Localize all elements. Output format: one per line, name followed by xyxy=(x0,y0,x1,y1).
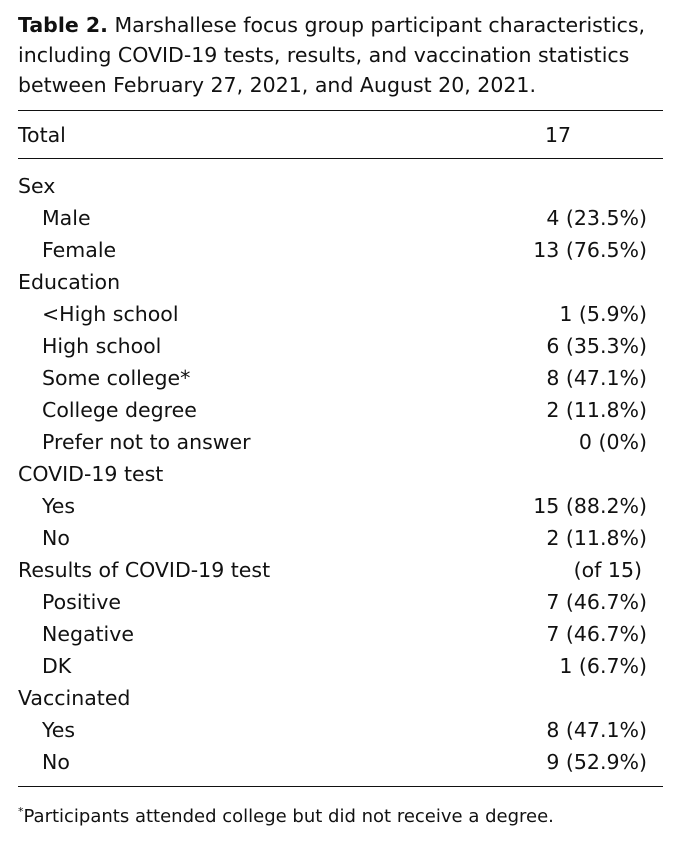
total-row xyxy=(18,119,663,151)
row-label: High school xyxy=(42,334,162,358)
row-label: Male xyxy=(42,206,91,230)
top-rule xyxy=(18,110,663,111)
footnote-text: Participants attended college but did not receive a degree. xyxy=(23,806,554,827)
table-row xyxy=(18,266,663,298)
row-label: Some college* xyxy=(42,366,191,390)
row-label: Prefer not to answer xyxy=(42,430,251,454)
row-value: (of 15) xyxy=(573,558,642,582)
row-label: <High school xyxy=(42,302,179,326)
table-row xyxy=(18,682,663,714)
row-label: College degree xyxy=(42,398,197,422)
table-footnote xyxy=(18,797,668,832)
row-label: No xyxy=(42,526,70,550)
table-label: Table 2. xyxy=(18,13,108,37)
table-row xyxy=(18,746,663,778)
table-row xyxy=(18,522,663,554)
row-label: Education xyxy=(18,270,121,294)
total-label: Total xyxy=(18,123,66,147)
row-value: 9 (52.9%) xyxy=(546,750,647,774)
row-label: Results of COVID-19 test xyxy=(18,558,271,582)
row-label: Positive xyxy=(42,590,122,614)
table-row xyxy=(18,586,663,618)
row-label: COVID-19 test xyxy=(18,462,164,486)
row-label: Vaccinated xyxy=(18,686,131,710)
row-value: 4 (23.5%) xyxy=(546,206,647,230)
table-row xyxy=(18,202,663,234)
table-row xyxy=(18,490,663,522)
table-row xyxy=(18,714,663,746)
row-label: No xyxy=(42,750,70,774)
row-label: Female xyxy=(42,238,117,262)
row-value: 7 (46.7%) xyxy=(546,590,647,614)
table-row xyxy=(18,650,663,682)
bottom-rule xyxy=(18,786,663,787)
row-value: 13 (76.5%) xyxy=(533,238,647,262)
row-label: DK xyxy=(42,654,72,678)
footnote-marker: * xyxy=(18,805,24,818)
table-row xyxy=(18,362,663,394)
row-value: 2 (11.8%) xyxy=(546,398,647,422)
table-caption xyxy=(18,10,668,100)
table-row xyxy=(18,458,663,490)
row-label: Yes xyxy=(42,494,76,518)
row-value: 8 (47.1%) xyxy=(546,366,647,390)
row-value: 0 (0%) xyxy=(578,430,647,454)
table-row xyxy=(18,394,663,426)
row-value: 2 (11.8%) xyxy=(546,526,647,550)
table-row xyxy=(18,234,663,266)
table-row xyxy=(18,618,663,650)
header-rule xyxy=(18,158,663,159)
row-value: 7 (46.7%) xyxy=(546,622,647,646)
row-value: 6 (35.3%) xyxy=(546,334,647,358)
row-value: 1 (6.7%) xyxy=(559,654,647,678)
row-label: Negative xyxy=(42,622,134,646)
table-row xyxy=(18,426,663,458)
table-row xyxy=(18,170,663,202)
row-value: 1 (5.9%) xyxy=(559,302,647,326)
table-row xyxy=(18,330,663,362)
row-value: 8 (47.1%) xyxy=(546,718,647,742)
table-row xyxy=(18,554,663,586)
total-value: 17 xyxy=(545,123,572,147)
row-label: Yes xyxy=(42,718,76,742)
table-row xyxy=(18,298,663,330)
caption-text: Marshallese focus group participant characteristics, including COVID-19 tests, results, and vaccination statistics between February 27, 2021, and August 20, 2021. xyxy=(18,13,646,97)
row-label: Sex xyxy=(18,174,56,198)
row-value: 15 (88.2%) xyxy=(533,494,647,518)
